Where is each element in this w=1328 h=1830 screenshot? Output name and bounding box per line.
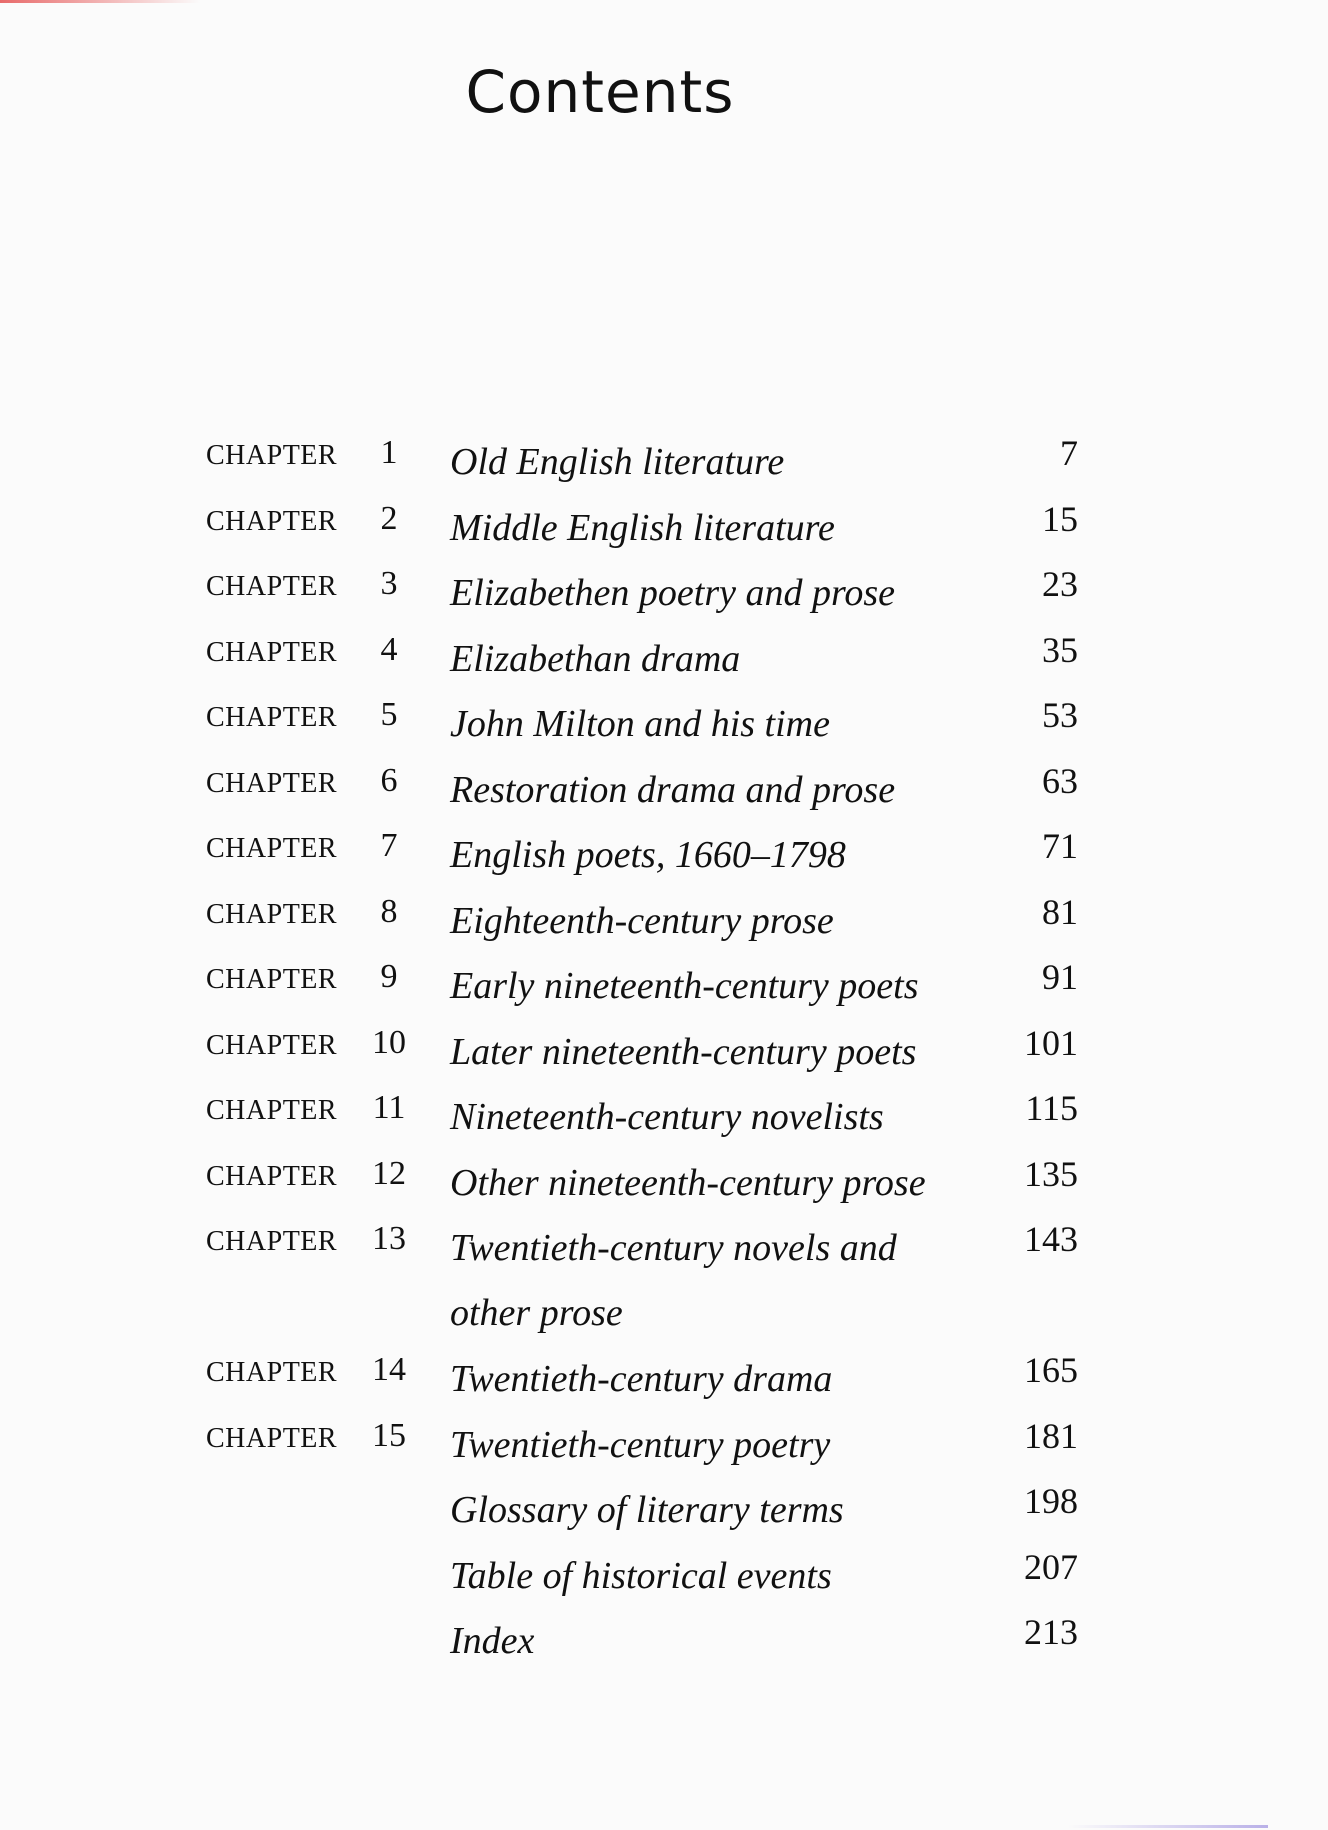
entry-title: Eighteenth-century prose (450, 899, 834, 942)
chapter-label: CHAPTER (206, 767, 338, 799)
page-number: 81 (1042, 891, 1078, 932)
entry-title: Middle English literature (450, 506, 835, 549)
chapter-label: CHAPTER (206, 1226, 338, 1257)
chapter-number: 7 (380, 827, 398, 864)
chapter-label: CHAPTER (206, 571, 338, 602)
chapter-number: 2 (380, 499, 398, 537)
page-number: 135 (1024, 1153, 1078, 1194)
page-number: 143 (1024, 1219, 1078, 1259)
toc-entry (0, 1345, 1328, 1411)
chapter-number: 6 (380, 761, 398, 799)
chapter-number: 14 (372, 1351, 406, 1388)
entry-title: Early nineteenth-century poets (450, 965, 919, 1007)
chapter-label: CHAPTER (206, 1160, 338, 1192)
toc-entry-appendix (0, 1542, 1328, 1608)
entry-title: Table of historical events (450, 1554, 832, 1597)
chapter-label: CHAPTER (206, 1029, 338, 1061)
page-number: 71 (1042, 826, 1078, 866)
chapter-label: CHAPTER (206, 440, 338, 471)
page-number: 91 (1042, 957, 1078, 997)
chapter-number: 15 (372, 1416, 406, 1454)
page-number: 53 (1042, 695, 1078, 735)
chapter-number: 10 (372, 1023, 406, 1061)
chapter-number: 5 (380, 696, 398, 733)
toc-entry-appendix (0, 1476, 1328, 1542)
entry-title: Later nineteenth-century poets (450, 1030, 917, 1073)
chapter-label: CHAPTER (206, 702, 338, 733)
toc-entry (0, 690, 1328, 756)
page-number: 181 (1024, 1415, 1078, 1456)
chapter-number: 8 (380, 892, 398, 930)
entry-title: Twentieth-century novels and other prose (450, 1227, 897, 1334)
entry-title: Glossary of literary terms (450, 1489, 844, 1531)
entry-title: Twentieth-century poetry (450, 1423, 831, 1466)
toc-entry (0, 821, 1328, 887)
entry-title: English poets, 1660–1798 (450, 834, 846, 876)
chapter-number: 12 (372, 1154, 406, 1192)
chapter-label: CHAPTER (206, 505, 338, 537)
entry-title: Index (450, 1620, 535, 1662)
chapter-number: 4 (380, 630, 398, 668)
page-number: 63 (1042, 760, 1078, 801)
page-number: 15 (1042, 498, 1078, 539)
chapter-label: CHAPTER (206, 1357, 338, 1388)
chapter-label: CHAPTER (206, 1095, 338, 1126)
toc-entry (0, 428, 1328, 494)
page-number: 35 (1042, 629, 1078, 670)
entry-title: Twentieth-century drama (450, 1358, 833, 1400)
toc-entry (0, 756, 1328, 822)
toc-entry (0, 1018, 1328, 1084)
entry-title: Other nineteenth-century prose (450, 1161, 926, 1204)
page-number: 213 (1024, 1612, 1078, 1652)
entry-title: Old English literature (450, 441, 785, 483)
entry-title: Restoration drama and prose (450, 768, 896, 811)
chapter-label: CHAPTER (206, 1422, 338, 1454)
page-number: 7 (1060, 433, 1078, 473)
chapter-number: 9 (380, 958, 398, 995)
chapter-label: CHAPTER (206, 898, 338, 930)
chapter-number: 13 (372, 1220, 406, 1257)
chapter-number: 11 (372, 1089, 406, 1126)
toc-entry (0, 1149, 1328, 1215)
scan-edge-mark-bottom (1068, 1825, 1268, 1828)
chapter-label: CHAPTER (206, 833, 338, 864)
page-number: 198 (1024, 1481, 1078, 1521)
entry-title: Elizabethen poetry and prose (450, 572, 896, 614)
chapter-number: 1 (380, 434, 398, 471)
toc-entry (0, 887, 1328, 953)
page-title: Contents (465, 58, 735, 126)
toc-entry (0, 952, 1328, 1018)
toc-entry (0, 559, 1328, 625)
table-of-contents (0, 428, 1328, 1673)
entry-title: Nineteenth-century novelists (450, 1096, 884, 1138)
toc-entry-appendix (0, 1607, 1328, 1673)
page-number: 207 (1024, 1546, 1078, 1587)
entry-title: Elizabethan drama (450, 637, 741, 680)
toc-entry (0, 494, 1328, 560)
scan-edge-mark-top (0, 0, 200, 3)
entry-title: John Milton and his time (450, 703, 830, 745)
toc-entry (0, 625, 1328, 691)
chapter-label: CHAPTER (206, 964, 338, 995)
page-number: 101 (1024, 1022, 1078, 1063)
chapter-label: CHAPTER (206, 636, 338, 668)
toc-entry (0, 1214, 1328, 1345)
chapter-number: 3 (380, 565, 398, 602)
toc-entry (0, 1083, 1328, 1149)
toc-entry (0, 1411, 1328, 1477)
page-number: 23 (1042, 564, 1078, 604)
page-number: 165 (1024, 1350, 1078, 1390)
page-number: 115 (1025, 1088, 1078, 1128)
